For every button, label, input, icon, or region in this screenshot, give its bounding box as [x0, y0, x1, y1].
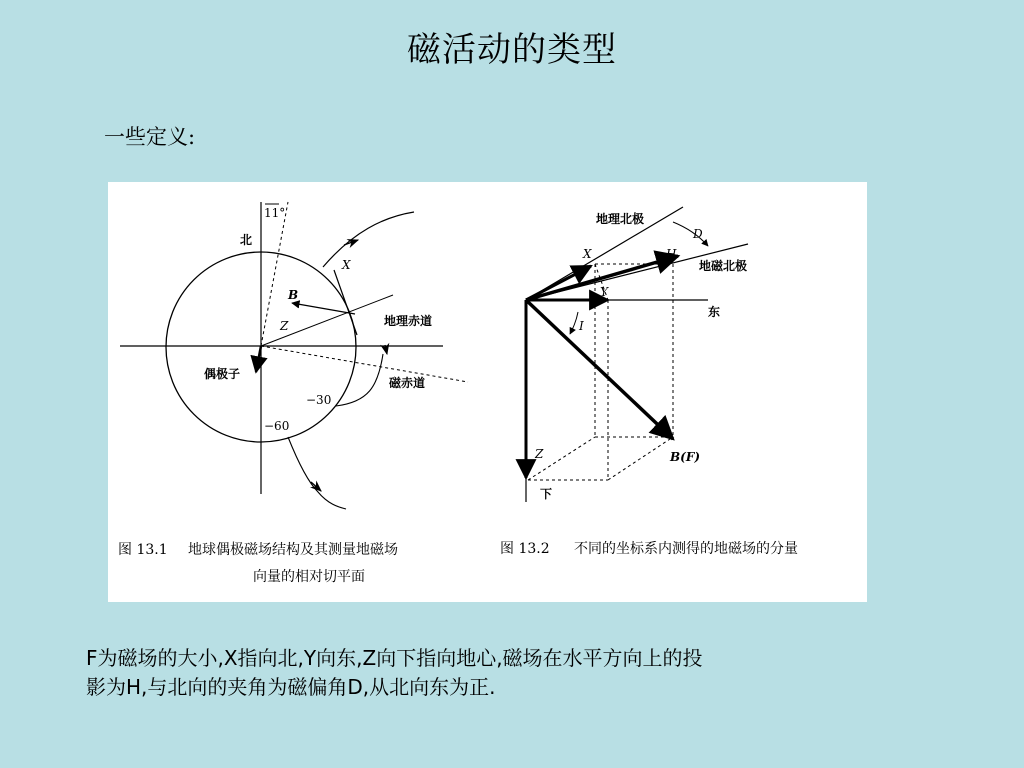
fig1-caption-line2: 向量的相对切平面	[253, 569, 365, 585]
x-vector-label: X	[583, 247, 592, 261]
mag-equator-label: 磁赤道	[389, 376, 426, 390]
b-label: B	[288, 288, 299, 302]
tangent-line	[334, 270, 357, 335]
north-label: 北	[240, 233, 253, 247]
subheading: 一些定义:	[104, 125, 196, 149]
z-label: Z	[280, 319, 289, 333]
body-paragraph	[86, 644, 886, 702]
geo-north-label: 地理北极	[596, 212, 645, 226]
fig1-caption-line1: 地球偶极磁场结构及其测量地磁场	[188, 542, 398, 558]
figure-illustration	[108, 182, 867, 602]
figure-panel	[108, 182, 867, 602]
dipole-arrow	[256, 346, 261, 372]
mag-north-label: 地磁北极	[699, 259, 748, 273]
b-f-label: B(F)	[670, 450, 701, 464]
east-label: 东	[708, 305, 721, 319]
fig2-caption: 不同的坐标系内测得的地磁场的分量	[574, 541, 798, 557]
field-line-upper	[323, 212, 414, 267]
fig2-caption-number: 图 13.2	[500, 541, 550, 557]
body-line-1: F为磁场的大小,X指向北,Y向东,Z向下指向地心,磁场在水平方向上的投	[86, 646, 703, 670]
lat-30-label: −30	[306, 393, 332, 407]
figure-13-2	[526, 207, 748, 502]
d-label: D	[693, 227, 703, 241]
y-label: Y	[600, 285, 608, 299]
h-label: H	[666, 247, 677, 261]
b-f-vector	[526, 300, 673, 439]
field-line-lower	[288, 437, 346, 509]
d-arc	[673, 222, 708, 246]
x-label: X	[342, 258, 351, 272]
slide-title: 磁活动的类型	[407, 30, 617, 70]
geo-equator-label: 地理赤道	[384, 314, 433, 328]
dipole-label: 偶极子	[204, 367, 241, 381]
i-label: I	[579, 319, 584, 333]
arc-30	[336, 354, 383, 406]
figure-13-1	[120, 202, 468, 509]
i-arc	[570, 312, 578, 334]
z-vector-label: Z	[535, 447, 544, 461]
fig1-caption-number: 图 13.1	[118, 542, 168, 558]
lat-60-label: −60	[264, 419, 290, 433]
down-label: 下	[540, 487, 553, 501]
body-line-2: 影为H,与北向的夹角为磁偏角D,从北向东为正.	[86, 675, 496, 699]
magnetic-equator-line	[261, 346, 468, 382]
angle-label: 11°	[264, 206, 286, 220]
